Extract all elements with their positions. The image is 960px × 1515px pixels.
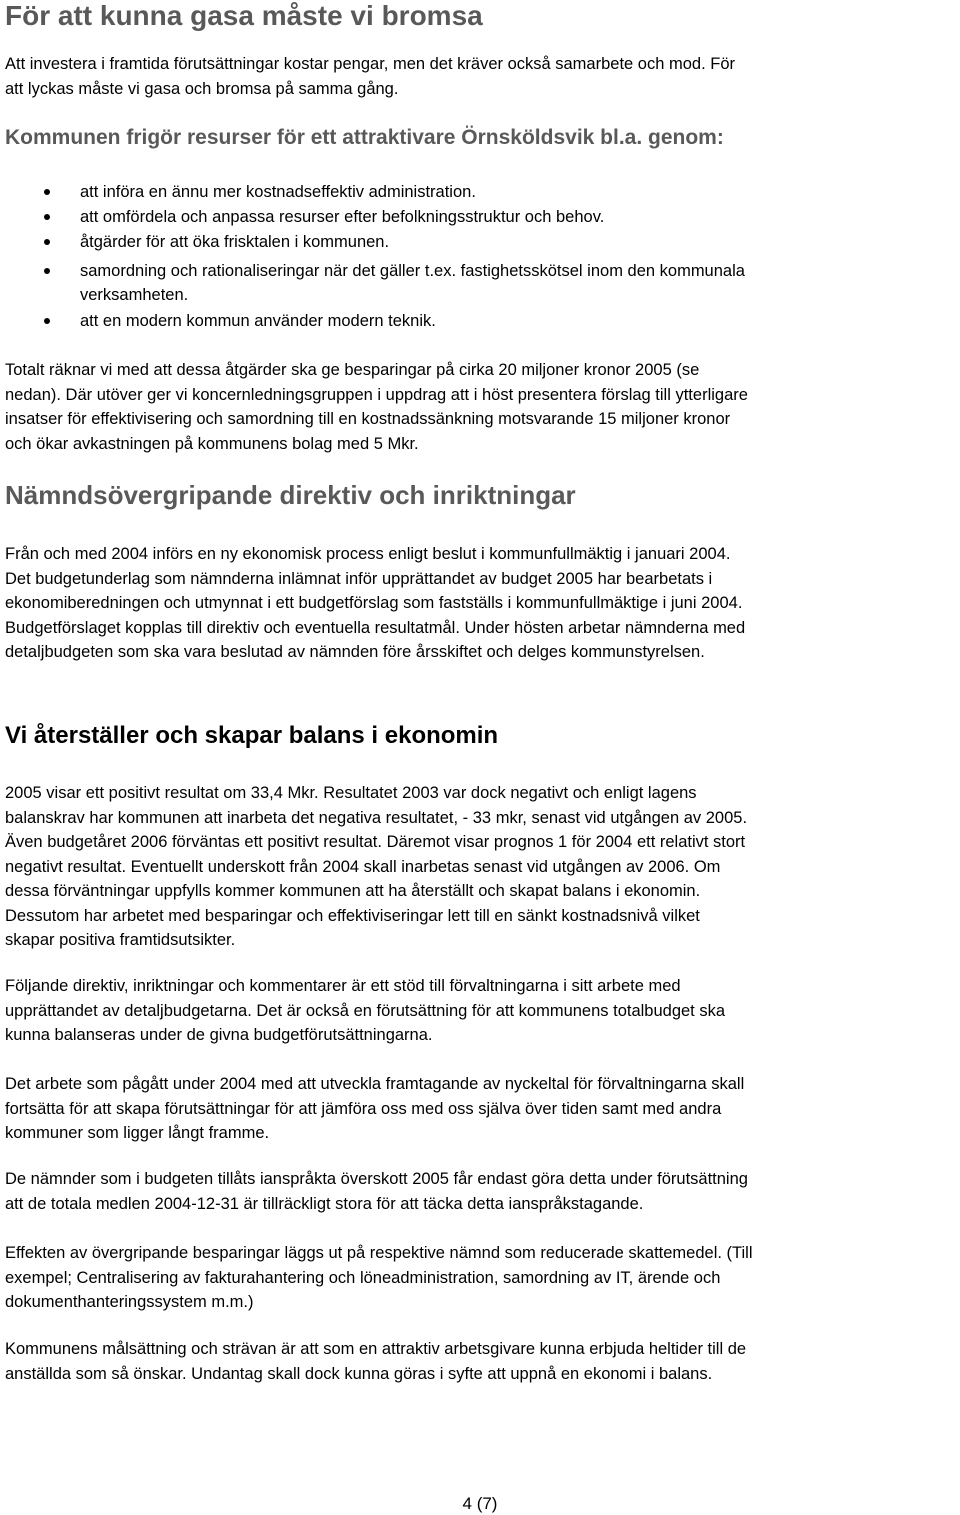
paragraph-line: balanskrav har kommunen att inarbeta det negativa resultatet, - 33 mkr, senast vid utgången av 2005. — [5, 808, 748, 827]
paragraph-foljande — [5, 974, 725, 1048]
paragraph-line: Budgetförslaget kopplas till direktiv och eventuella resultatmål. Under hösten arbetar nämnderna med — [5, 618, 746, 637]
paragraph-line: upprättandet av detaljbudgetarna. Det är också en förutsättning för att kommunens totalbudget ska — [5, 1001, 726, 1020]
paragraph-line: Det arbete som pågått under 2004 med att utveckla framtagande av nyckeltal för förvaltningarna skall — [5, 1075, 745, 1093]
list-item-text: att en modern kommun använder modern teknik. — [80, 312, 436, 330]
paragraph-namnder — [5, 1167, 748, 1216]
paragraph-line: detaljbudgeten som ska vara beslutad av nämnden före årsskiftet och delges kommunstyrelsen. — [5, 643, 705, 661]
paragraph-line: Dessutom har arbetet med besparingar och effektiviseringar lett till en sänkt kostnadsnivå vilket — [5, 906, 700, 925]
heading-gasa: För att kunna gasa måste vi bromsa — [5, 0, 483, 31]
paragraph-effekten — [5, 1241, 753, 1315]
paragraph-line: dessa förväntningar uppfylls kommer kommunen att ha återställt och skapat balans i ekonomin. — [5, 882, 701, 900]
paragraph-line: exempel; Centralisering av fakturahantering och löneadministration, samordning av IT, ärende och — [5, 1268, 721, 1287]
paragraph-line: 2005 visar ett positivt resultat om 33,4 Mkr. Resultatet 2003 var dock negativt och enligt lagens — [5, 784, 697, 802]
bullet-icon — [44, 318, 50, 324]
paragraph-line: dokumenthanteringssystem m.m.) — [5, 1293, 254, 1311]
paragraph-fran — [5, 542, 745, 665]
paragraph-line: skapar positiva framtidsutsikter. — [5, 931, 236, 949]
paragraph-malsattning — [5, 1337, 746, 1386]
paragraph-line: insatser för effektivisering och samordning till en kostnadssänkning motsvarande 15 miljoner kronor — [5, 410, 731, 428]
list-item-text: åtgärder för att öka frisktalen i kommunen. — [80, 233, 390, 251]
paragraph-line: anställda som så önskar. Undantag skall dock kunna göras i syfte att uppnå en ekonomi i balans. — [5, 1364, 713, 1383]
list-item-text: samordning och rationaliseringar när det gäller t.ex. fastighetsskötsel inom den kommunala — [80, 262, 745, 280]
intro-paragraph — [5, 52, 735, 101]
paragraph-line: att lyckas måste vi gasa och bromsa på samma gång. — [5, 79, 399, 98]
paragraph-line: Från och med 2004 införs en ny ekonomisk process enligt beslut i kommunfullmäktig i januari 2004. — [5, 545, 731, 563]
paragraph-line: och ökar avkastningen på kommunens bolag med 5 Mkr. — [5, 434, 419, 453]
paragraph-line: Följande direktiv, inriktningar och kommentarer är ett stöd till förvaltningarna i sitt arbete med — [5, 977, 681, 995]
paragraph-line: Effekten av övergripande besparingar läggs ut på respektive nämnd som reducerade skattemedel. (Till — [5, 1244, 753, 1262]
heading-kommunen: Kommunen frigör resurser för ett attraktivare Örnsköldsvik bl.a. genom: — [5, 126, 724, 149]
paragraph-line: Totalt räknar vi med att dessa åtgärder ska ge besparingar på cirka 20 miljoner kronor 2005 (se — [5, 361, 700, 379]
paragraph-line: fortsätta för att skapa förutsättningar för att jämföra oss med oss själva över tiden samt med andra — [5, 1099, 722, 1118]
list-item-text: verksamheten. — [80, 286, 189, 304]
paragraph-arbete — [5, 1072, 744, 1146]
bullet-icon — [44, 268, 50, 274]
bullet-icon — [44, 189, 50, 195]
paragraph-line: Att investera i framtida förutsättningar kostar pengar, men det kräver också samarbete och mod. För — [5, 55, 736, 73]
paragraph-line: negativt resultat. Eventuellt underskott från 2004 skall inarbetas senast vid utgången av 2006. Om — [5, 857, 721, 876]
paragraph-line: kommuner som ligger långt framme. — [5, 1124, 270, 1142]
paragraph-line: Även budgetåret 2006 förväntas ett positivt resultat. Däremot visar prognos 1 för 2004 ett relativt stort — [5, 833, 746, 851]
bullet-icon — [44, 239, 50, 245]
list-item-text: att införa en ännu mer kostnadseffektiv administration. — [80, 183, 476, 201]
paragraph-line: Det budgetunderlag som nämnderna inlämnat inför upprättandet av budget 2005 har bearbetats i — [5, 569, 713, 588]
list-item-text: att omfördela och anpassa resurser efter befolkningsstruktur och behov. — [80, 208, 605, 226]
bullet-icon — [44, 214, 50, 220]
heading-namnd: Nämndsövergripande direktiv och inriktningar — [5, 480, 576, 510]
paragraph-totalt — [5, 358, 748, 456]
paragraph-2005 — [5, 781, 747, 953]
paragraph-line: kunna balanseras under de givna budgetförutsättningarna. — [5, 1026, 433, 1044]
heading-balans: Vi återställer och skapar balans i ekonomin — [5, 722, 499, 749]
paragraph-line: Kommunens målsättning och strävan är att som en attraktiv arbetsgivare kunna erbjuda heltider till de — [5, 1340, 747, 1358]
paragraph-line: nedan). Där utöver ger vi koncernledningsgruppen i uppdrag att i höst presentera förslag till ytterligare — [5, 385, 748, 404]
page-number: 4 (7) — [462, 1494, 498, 1513]
paragraph-line: De nämnder som i budgeten tillåts ianspråkta överskott 2005 får endast göra detta under förutsättning — [5, 1170, 748, 1188]
paragraph-line: ekonomiberedningen och utmynnat i ett budgetförslag som fastställs i kommunfullmäktige i juni 2004. — [5, 594, 743, 612]
paragraph-line: att de totala medlen 2004-12-31 är tillräckligt stora för att täcka detta ianspråkstagande. — [5, 1194, 644, 1213]
